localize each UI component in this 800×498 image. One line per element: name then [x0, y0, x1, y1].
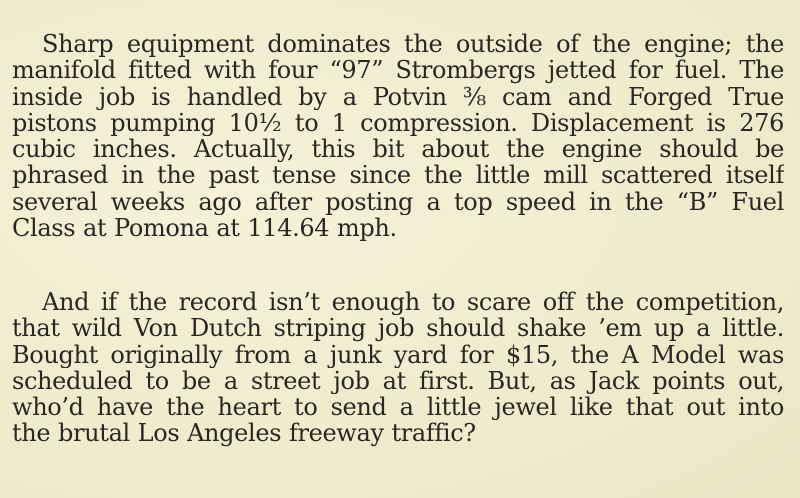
text-line: the brutal Los Angeles freeway traffic? — [12, 420, 476, 447]
text-line: manifold fitted with four “97” Strombergs jetted for fuel. The — [12, 57, 784, 84]
text-line: phrased in the past tense since the little mill scattered itself — [12, 162, 784, 189]
text-line: several weeks ago after posting a top speed in the “B” Fuel — [12, 188, 784, 216]
text-line: pistons pumping 10½ to 1 compression. Displacement is 276 — [12, 109, 784, 137]
text-line: cubic inches. Actually, this bit about the engine should be — [12, 136, 784, 163]
paragraph-record — [12, 289, 784, 447]
text-line: Class at Pomona at 114.64 mph. — [12, 215, 397, 242]
text-line: scheduled to be a street job at first. But, as Jack points out, — [12, 367, 784, 395]
text-line: inside job is handled by a Potvin ⅜ cam and Forged True — [12, 83, 784, 110]
paragraph-engine — [12, 31, 784, 241]
text-line: And if the record isn’t enough to scare off the competition, — [42, 289, 784, 316]
text-line: Sharp equipment dominates the outside of the engine; the — [42, 31, 784, 58]
text-line: who’d have the heart to send a little jewel like that out into — [12, 394, 784, 421]
text-line: that wild Von Dutch striping job should shake ’em up a little. — [12, 315, 784, 342]
text-line: Bought originally from a junk yard for $15, the A Model was — [12, 341, 784, 368]
